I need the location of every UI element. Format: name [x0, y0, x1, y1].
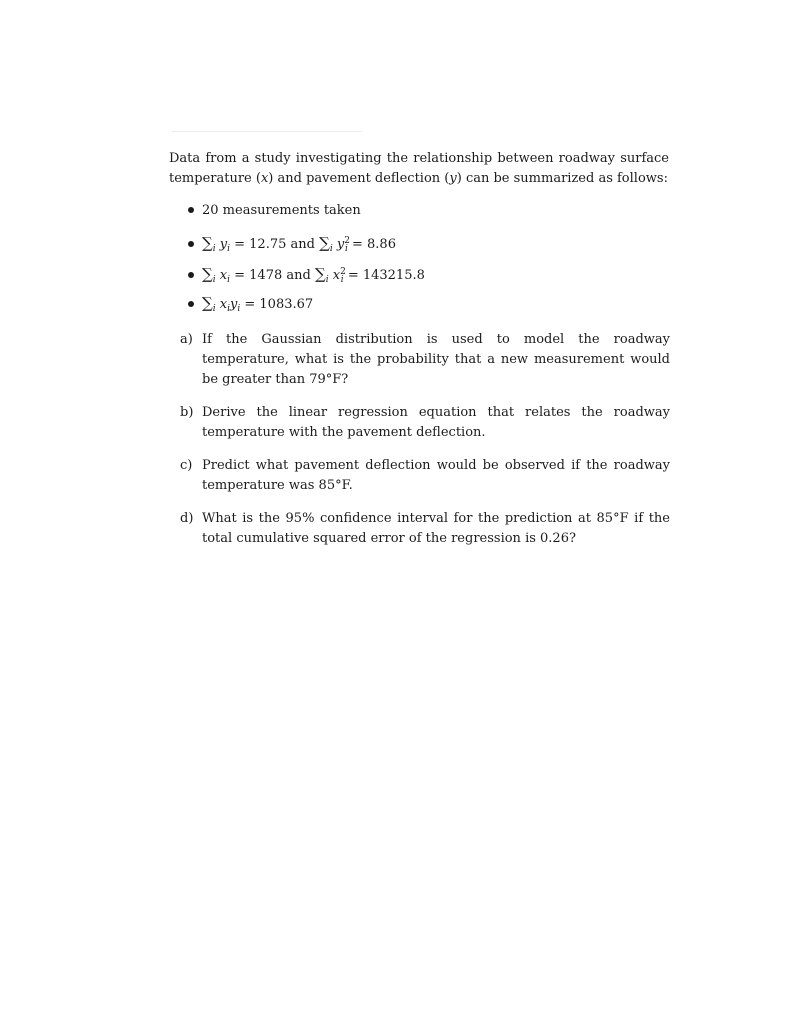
x-variable: x [260, 171, 269, 186]
and-word: and [286, 268, 311, 283]
bullet-icon [188, 207, 194, 213]
sum-y2-formula: $\sum_i$ $y^2_i$ [319, 234, 350, 254]
question-label: d) [180, 511, 194, 526]
sum-x2-value: = 143215.8 [347, 268, 425, 283]
question-b [180, 403, 670, 443]
sum-x-formula: $\sum_i$ $x_i$ [202, 265, 230, 285]
question-a [180, 330, 670, 390]
list-item [188, 293, 658, 314]
question-text: Derive the linear regression equation that relates the roadway temperature with the pavement deflection. [202, 405, 670, 440]
sum-y-formula: $\sum_i$ $y_i$ [202, 234, 230, 254]
sum-xy-value: = 1083.67 [244, 297, 314, 312]
questions-list [180, 330, 670, 562]
intro-text-3: ) can be summarized as follows: [456, 171, 668, 186]
intro-text-2: ) and pavement deflection ( [268, 171, 450, 186]
intro-text-1: Data from a study investigating the relationship between roadway surface temperature ( [169, 151, 669, 186]
question-c [180, 456, 670, 496]
summary-list [188, 200, 658, 324]
question-text: Predict what pavement deflection would be observed if the roadway temperature was 85°F. [202, 458, 670, 493]
and-word: and [290, 237, 315, 252]
bullet-icon [188, 301, 194, 307]
question-d [180, 509, 670, 549]
sum-y-value: = 12.75 [234, 237, 287, 252]
intro-paragraph [169, 149, 669, 189]
question-text: What is the 95% confidence interval for the prediction at 85°F if the total cumulative squared error of the regression is 0.26? [202, 511, 670, 546]
list-item [188, 262, 658, 283]
header-divider [172, 131, 362, 132]
sum-xy-formula: $\sum_i$ $x_iy_i$ [202, 294, 241, 314]
y-variable: y [449, 171, 457, 186]
sum-x-value: = 1478 [234, 268, 283, 283]
question-label: b) [180, 405, 194, 420]
sum-y2-value: = 8.86 [352, 237, 396, 252]
question-label: c) [180, 458, 193, 473]
bullet-icon [188, 272, 194, 278]
measurement-count-text: 20 measurements taken [202, 203, 361, 218]
list-item [188, 200, 658, 221]
question-text: If the Gaussian distribution is used to model the roadway temperature, what is the probability that a new measurement would be greater than 79°F? [202, 332, 670, 387]
list-item [188, 231, 658, 252]
sum-x2-formula: $\sum_i$ $x^2_i$ [314, 265, 346, 285]
bullet-icon [188, 241, 194, 247]
question-label: a) [180, 332, 193, 347]
